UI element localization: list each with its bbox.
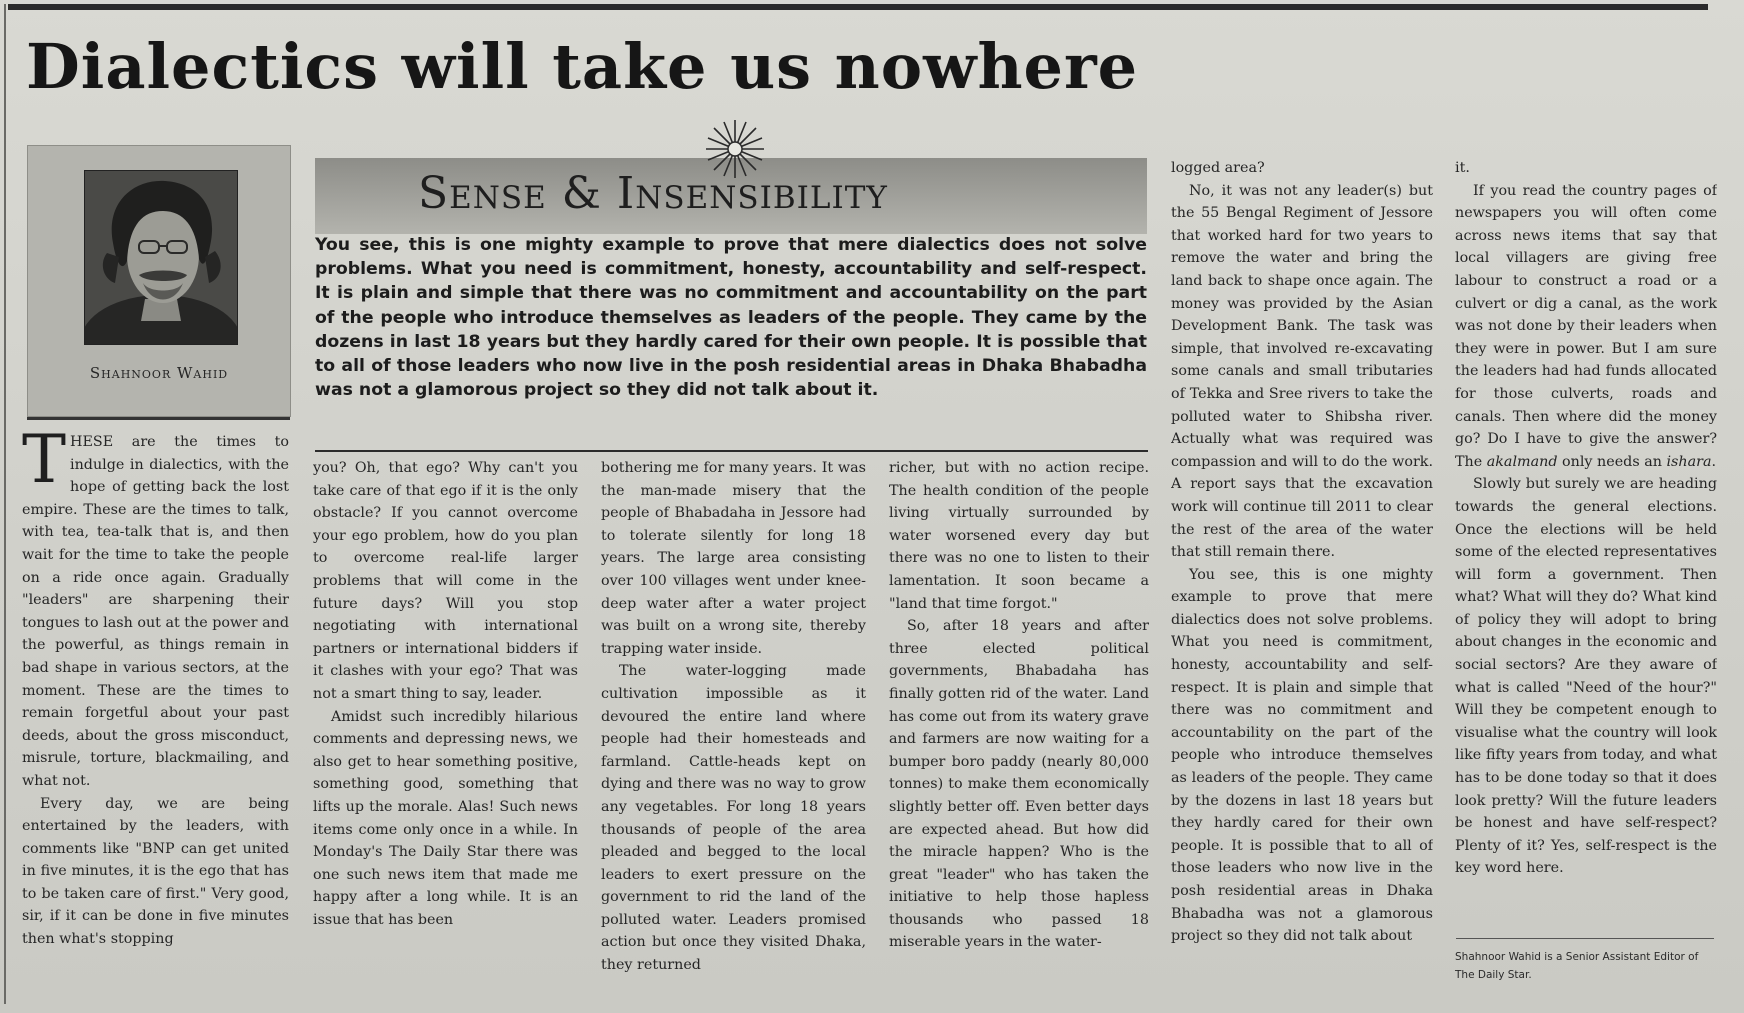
body-paragraph: So, after 18 years and after three elected political governments, Bhabadaha has finally gotten rid of the water. Land has come out from its watery grave and farmers are now waiting for a bumper boro paddy (nearly 80,000 tonnes) to make them economically slightly better off. Even better days are expected ahead. But how did the miracle happen? Who is the great "leader" who has taken the initiative to help those hapless thousands who passed 18 miserable years in the water- <box>889 618 1149 951</box>
body-column-4 <box>889 457 1149 978</box>
body-paragraph: logged area? <box>1171 160 1265 176</box>
body-paragraph: Slowly but surely we are heading towards the general elections. Once the elections will be held some of the elected representatives will form a government. Then what? What will they do? What kind of policy they will adopt to bring about changes in the economic and social sectors? Are they aware of what is called "Need of the hour?" Will they be competent enough to visualise what the country will look like fifty years from today, and what has to be done today so that it does look pretty? Will the future leaders be honest and have self-respect? Plenty of it? Yes, self-respect is the key word here. <box>1455 476 1717 877</box>
top-rule <box>8 4 1708 10</box>
left-rule <box>4 4 6 1004</box>
body-paragraph: it. <box>1455 160 1470 176</box>
author-portrait <box>84 170 238 345</box>
author-portrait-image <box>85 171 237 344</box>
body-column-5 <box>1171 157 1433 984</box>
paragraph-text: . <box>1711 453 1717 470</box>
author-endnote: Shahnoor Wahid is a Senior Assistant Editor of The Daily Star. <box>1455 951 1699 981</box>
body-paragraph: bothering me for many years. It was the man-made misery that the people of Bhabadaha in Jessore had to tolerate silently for long 18 years. The large area consisting over 100 villages went under knee-deep water after a water project was built on a wrong site, thereby trapping water inside. <box>601 460 866 657</box>
body-paragraph: Every day, we are being entertained by the leaders, with comments like "BNP can get united in five minutes, it is the ego that has to be taken care of first." Very good, sir, if it can be done in five minutes then what's stopping <box>22 795 289 948</box>
body-paragraph: Amidst such incredibly hilarious comments and depressing news, we also get to hear something positive, something good, something that lifts up the morale. Alas! Such news items come only once in a while. In Monday's The Daily Star there was one such news item that made me happy after a long while. It is an issue that has been <box>313 708 578 928</box>
standfirst-rule <box>315 450 1148 452</box>
endnote-rule <box>1456 938 1714 939</box>
body-paragraph <box>1455 180 1717 474</box>
italic-word: ishara <box>1666 453 1712 470</box>
body-column-2 <box>313 457 578 978</box>
column-name: Sense & Insensibility <box>418 168 888 219</box>
body-column-6 <box>1455 157 1717 930</box>
body-paragraph: The water-logging made cultivation impossible as it devoured the entire land where people had their homesteads and farmland. Cattle-heads kept on dying and there was no way to grow any vegetables. For long 18 years thousands of people of the area pleaded and begged to the local leaders to exert pressure on the government to rid the land of the polluted water. Leaders promised action but once they visited Dhaka, they returned <box>601 663 866 974</box>
paragraph-text: only needs an <box>1557 453 1667 470</box>
headline: Dialectics will take us nowhere <box>26 30 1139 103</box>
star-emblem-icon <box>704 118 766 180</box>
paragraph-text: If you read the country pages of newspapers you will often come across news items that say that local villagers are giving free labour to construct a road or a culvert or dig a canal, as the work was not done by their leaders when they were in power. But I am sure the leaders had had funds allocated for those culverts, roads and canals. Then where did the money go? Do I have to give the answer? The <box>1455 182 1717 470</box>
body-paragraph: No, it was not any leader(s) but the 55 Bengal Regiment of Jessore that worked hard for two years to remove the water and bring the land back to shape once again. The money was provided by the Asian Development Bank. The task was simple, that involved re-excavating some canals and small tributaries of Tekka and Sree rivers to take the polluted water to Shibsha river. Actually what was required was compassion and will to do the work. A report says that the excavation work will continue till 2011 to clear the rest of the area of the water that still remain there. <box>1171 182 1433 561</box>
author-underline <box>27 417 290 420</box>
body-paragraph: richer, but with no action recipe. The health condition of the people living virtually surrounded by water worsened every day but there was no one to listen to their lamentation. It soon became a "land that time forgot." <box>889 460 1149 612</box>
body-paragraph: You see, this is one mighty example to prove that mere dialectics does not solve problems. What you need is commitment, honesty, accountability and self-respect. It is plain and simple that there was no commitment and accountability on the part of the people who introduce themselves as leaders of the people. They came by the dozens in last 18 years but they hardly cared for their own people. It is possible that to all of those leaders who now live in the posh residential areas in Dhaka Bhabadha was not a glamorous project so they did not talk about <box>1171 566 1433 945</box>
body-paragraph: you? Oh, that ego? Why can't you take care of that ego if it is the only obstacle? If you cannot overcome your ego problem, how do you plan to overcome real-life larger problems that will come in the future days? Will you stop negotiating with international partners or international bidders if it clashes with your ego? That was not a smart thing to say, leader. <box>313 460 578 702</box>
body-paragraph <box>22 431 289 793</box>
italic-word: akalmand <box>1486 453 1558 470</box>
author-box <box>27 145 291 417</box>
standfirst: You see, this is one mighty example to prove that mere dialectics does not solve problems. What you need is commitment, honesty, accountability and self-respect. It is plain and simple that there was no commitment and accountability on the part of the people who introduce themselves as leaders of the people. They came by the dozens in last 18 years but they hardly cared for their own people. It is possible that to all of those leaders who now live in the posh residential areas in Dhaka Bhabadha was not a glamorous project so they did not talk about it. <box>315 235 1147 401</box>
body-column-1 <box>22 431 289 978</box>
author-byline: Shahnoor Wahid <box>89 364 229 382</box>
drop-cap: T <box>22 431 67 498</box>
body-column-3 <box>601 457 866 978</box>
paragraph-text: HESE are the times to indulge in dialectics, with the hope of getting back the lost empire. These are the times to talk, with tea, tea-talk that is, and then wait for the time to take the people on a ride once again. Gradually "leaders" are sharpening their tongues to lash out at the power and the powerful, as things remain in bad shape in various sectors, at the moment. These are the times to remain forgetful about your past deeds, about the gross misconduct, misrule, torture, blackmailing, and what not. <box>22 434 289 789</box>
